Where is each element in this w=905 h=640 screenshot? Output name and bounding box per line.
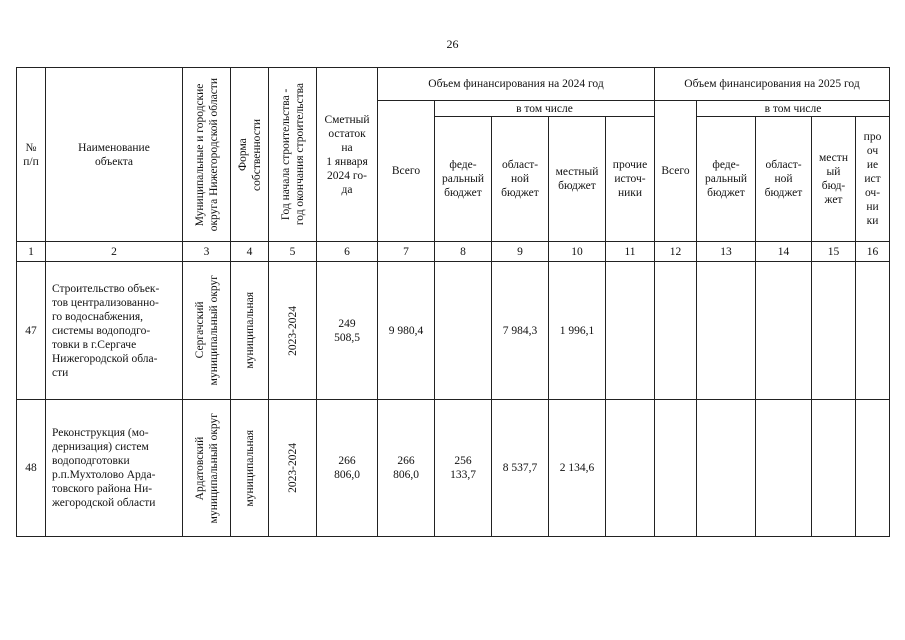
column-number: 11 (606, 242, 655, 262)
header-years: Год начала строительства - год окончания строительства (269, 68, 317, 242)
header-other-2025: про оч ие ист оч- ни ки (856, 117, 890, 242)
header-ownership: Форма собственности (231, 68, 269, 242)
row-other-2025 (856, 400, 890, 537)
financing-table (16, 67, 890, 537)
column-number: 4 (231, 242, 269, 262)
row-total-2025 (655, 400, 697, 537)
row-name: Реконструкция (мо- дернизация) систем водоподготовки р.п.Мухтолово Арда- товского района Ни- жегородской области (46, 400, 183, 537)
row-other-2024 (606, 400, 655, 537)
column-number: 1 (17, 242, 46, 262)
column-number: 8 (435, 242, 492, 262)
column-number: 2 (46, 242, 183, 262)
column-number: 15 (812, 242, 856, 262)
header-local-2025: местн ый бюд- жет (812, 117, 856, 242)
header-fin-2025: Объем финансирования на 2025 год (655, 68, 890, 101)
header-incl-2024: в том числе (435, 101, 655, 117)
column-number: 12 (655, 242, 697, 262)
row-federal-2025 (697, 262, 756, 400)
header-municipality: Муниципальные и городские округа Нижегородской области (183, 68, 231, 242)
row-ownership: муниципальная (231, 400, 269, 537)
header-other-2024: прочие источ- ники (606, 117, 655, 242)
header-num: № п/п (17, 68, 46, 242)
row-num: 48 (17, 400, 46, 537)
header-federal-2024: феде- ральный бюджет (435, 117, 492, 242)
column-number: 16 (856, 242, 890, 262)
column-numbers-row (17, 242, 890, 262)
row-federal-2024 (435, 262, 492, 400)
row-total-2025 (655, 262, 697, 400)
row-regional-2024: 7 984,3 (492, 262, 549, 400)
row-municipality: Сергачский муниципальный округ (183, 262, 231, 400)
header-federal-2025: феде- ральный бюджет (697, 117, 756, 242)
row-federal-2024: 256 133,7 (435, 400, 492, 537)
row-total-2024: 266 806,0 (378, 400, 435, 537)
header-name: Наименование объекта (46, 68, 183, 242)
column-number: 6 (317, 242, 378, 262)
row-other-2024 (606, 262, 655, 400)
row-regional-2024: 8 537,7 (492, 400, 549, 537)
column-number: 13 (697, 242, 756, 262)
table-row (17, 262, 890, 400)
header-local-2024: местный бюджет (549, 117, 606, 242)
page-number: 26 (446, 37, 459, 51)
column-number: 7 (378, 242, 435, 262)
row-years: 2023-2024 (269, 262, 317, 400)
column-number: 3 (183, 242, 231, 262)
header-regional-2025: област- ной бюджет (756, 117, 812, 242)
row-num: 47 (17, 262, 46, 400)
row-local-2024: 2 134,6 (549, 400, 606, 537)
header-row-1 (17, 68, 890, 101)
row-regional-2025 (756, 400, 812, 537)
header-fin-2024: Объем финансирования на 2024 год (378, 68, 655, 101)
header-total-2025: Всего (655, 101, 697, 242)
row-regional-2025 (756, 262, 812, 400)
row-estimate: 249 508,5 (317, 262, 378, 400)
header-incl-2025: в том числе (697, 101, 890, 117)
row-name: Строительство объек- тов централизованно- го водоснабжения, системы водоподго- товки в г.Сергаче Нижегородской обла- сти (46, 262, 183, 400)
column-number: 10 (549, 242, 606, 262)
row-estimate: 266 806,0 (317, 400, 378, 537)
header-regional-2024: област- ной бюджет (492, 117, 549, 242)
row-federal-2025 (697, 400, 756, 537)
row-ownership: муниципальная (231, 262, 269, 400)
row-years: 2023-2024 (269, 400, 317, 537)
row-local-2025 (812, 262, 856, 400)
column-number: 14 (756, 242, 812, 262)
row-local-2024: 1 996,1 (549, 262, 606, 400)
row-municipality: Ардатовский муниципальный округ (183, 400, 231, 537)
row-total-2024: 9 980,4 (378, 262, 435, 400)
row-local-2025 (812, 400, 856, 537)
header-estimate: Сметный остаток на 1 января 2024 го- да (317, 68, 378, 242)
column-number: 9 (492, 242, 549, 262)
table-row (17, 400, 890, 537)
header-total-2024: Всего (378, 101, 435, 242)
row-other-2025 (856, 262, 890, 400)
column-number: 5 (269, 242, 317, 262)
